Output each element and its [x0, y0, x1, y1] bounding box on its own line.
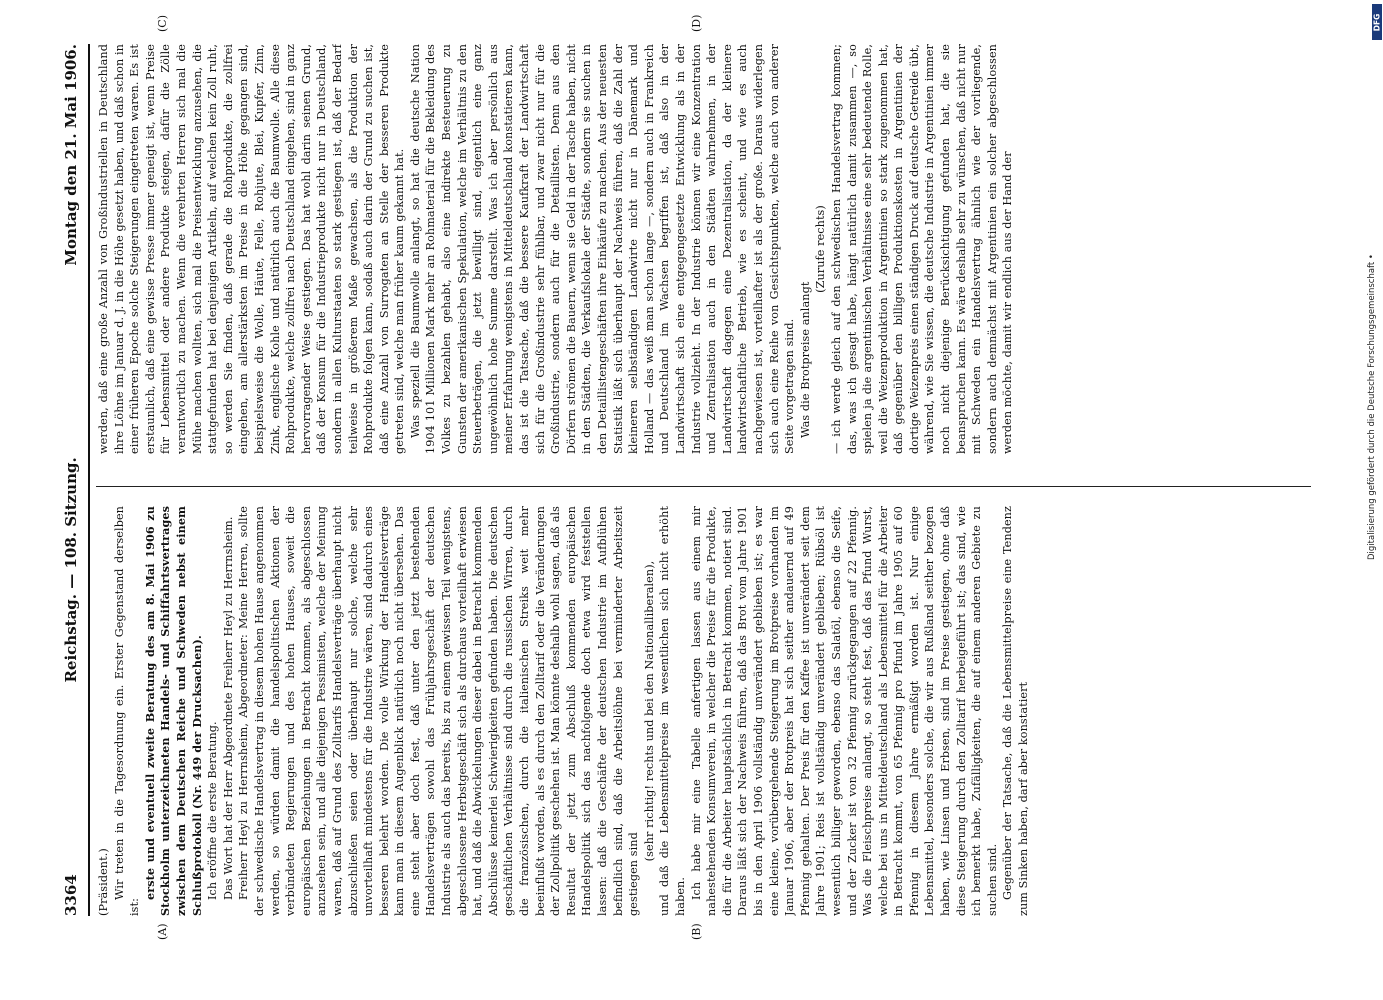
paragraph: Was die Brotpreise anlangt	[798, 281, 812, 438]
paragraph: Das Wort hat der Herr Abgeordnete Freiherr Heyl zu Herrnsheim.	[221, 516, 235, 900]
paragraph: Wir treten in die Tagesordnung ein. Erster Gegenstand derselben ist:	[112, 506, 142, 916]
margin-marker-d: (D)	[690, 14, 703, 32]
digitization-credit	[1367, 0, 1383, 1000]
interjection: (sehr richtig! rechts und bei den Nationalliberalen),	[642, 560, 656, 862]
session-date: Montag den 21. Mai 1906.	[62, 44, 80, 266]
margin-marker-a: (A)	[156, 923, 169, 940]
paragraph: Ich habe mir eine Tabelle anfertigen lassen aus einem mir nahestehenden Konsumverein, in welcher die Preise für die Produkte, die für die Arbeiter hauptsächlich in Betracht kommen, notiert sind. Daraus läßt sich der Nachweis führen, daß das Brot vom Jahre 1901 bis in den April 1906 vollständig unverändert geblieben ist; es war eine kleine, vorübergehende Steigerung im Brotpreise vorhanden im Januar 1906, aber der Brotpreis hat sich seither andauernd auf 49 Pfennig gehalten. Der Preis für den Kaffee ist unverändert seit dem Jahre 1901; Reis ist vollständig unverändert geblieben; Rübsöl ist wesentlich billiger geworden, ebenso das Salatöl, ebenso die Seife, und der Zucker ist von 32 Pfennig zurückgegangen auf 22 Pfennig. Was die Fleischpreise anlangt, so steht fest, daß das Pfund Wurst, welche bei uns in Mitteldeutschland als Lebensmittel für die Arbeiter in Betracht kommt, von 65 Pfennig pro Pfund im Jahre 1905 auf 60 Pfennig in diesem Jahre ermäßigt worden ist. Nur einige Lebensmittel, besonders solche, die wir aus Rußland seither bezogen haben, wie Linsen und Erbsen, sind im Preise gestiegen, ohne daß diese Steigerung durch den Zolltarif herbeigeführt ist; das sind, wie ich bemerkt habe, Zufälligkeiten, die auf einem anderen Gebiete zu suchen sind.	[689, 506, 999, 916]
margin-marker-c: (C)	[156, 15, 169, 32]
paragraph: und daß die Lebensmittelpreise im wesentlichen sich nicht erhöht haben.	[658, 506, 687, 916]
header-rule	[88, 44, 90, 916]
right-column	[96, 44, 1316, 454]
paragraph: Gegenüber der Tatsache, daß die Lebensmittelpreise eine Tendenz zum Sinken haben, darf aber konstatiert	[1001, 506, 1031, 916]
paragraph: werden, daß eine große Anzahl von Großindustriellen in Deutschland ihre Löhne im Januar d. J. in die Höhe gesetzt haben, und daß schon in einer früheren Epoche solche Steigerungen eingetreten waren. Es ist erstaunlich, daß eine gewisse Presse immer geneigt ist, wenn Preise für Lebensmittel oder andere Produkte steigen, dafür die Zölle verantwortlich zu machen. Wenn die verehrten Herren sich mal die Mühe machen wollten, sich mal die Preisentwicklung anzusehen, die stattgefunden hat bei denjenigen Artikeln, auf welchen kein Zoll ruht, so werden Sie finden, daß gerade die Rohprodukte, die zollfrei eingehen, am allerstärksten im Preise in die Höhe gegangen sind, beispielsweise die Wolle, Häute, Felle, Rohjute, Blei, Kupfer, Zinn, Zink, englische Kohle und natürlich auch die Baumwolle. Alle diese Rohprodukte, welche zollfrei nach Deutschland eingehen, sind in ganz hervorragender Weise gestiegen. Das hat wohl darin seinen Grund, daß der Konsum für die Industrieprodukte nicht nur in Deutschland, sondern in allen Kulturstaaten so stark gestiegen ist, daß der Bedarf teilweise in größerem Maße gewachsen, als die Produktion der Rohprodukte folgen kann, sodaß auch darin der Grund zu suchen ist, daß eine Anzahl von Surrogaten an Stelle der besseren Produkte getreten sind, welche man früher kaum gekannt hat.	[97, 44, 407, 454]
left-column	[96, 506, 1316, 916]
speech-paragraph: Freiherr Heyl zu Herrnsheim, Abgeordneter: Meine Herren, sollte der schwedische Handelsvertrag in diesem hohen Hause angenommen werden, so würden damit die handelspolitischen Aktionen der verbündeten Regierungen und des hohen Hauses, soweit die europäischen Beziehungen in Betracht kommen, als abgeschlossen anzusehen sein, und alle diejenigen Pessimisten, welche der Meinung waren, daß auf Grund des Zolltarifs Handelsverträge überhaupt nicht abzuschließen seien oder überhaupt nur solche, welche sehr unvorteilhaft mindestens für die Industrie wären, sind dadurch eines besseren belehrt worden. Die volle Wirkung der Handelsverträge kann man in diesem Augenblick natürlich noch nicht übersehen. Das eine steht aber doch fest, daß unter den jetzt bestehenden Handelsverträgen sowohl das Frühjahrsgeschäft der deutschen Industrie als auch das bereits, bis zu einem gewissen Teil wenigstens, abgeschlossene Herbstgeschäft sich als durchaus vorteilhaft erwiesen hat, und daß die Abwickelungen dieser dabei in Betracht kommenden Abschlüsse keinerlei Schwierigkeiten gefunden haben. Die deutschen geschäftlichen Verhältnisse sind durch die russischen Wirren, durch die französischen, durch die italienischen Streiks weit mehr beeinflußt worden, als es durch den Zolltarif oder die Veränderungen der Zollpolitik geschehen ist. Man könnte deshalb wohl sagen, daß als Resultat der jetzt zum Abschluß kommenden europäischen Handelspolitik sich das nachfolgende doch etwa wird feststellen lassen: daß die Geschäfte der deutschen Industrie im Aufblühen befindlich sind, daß die Arbeitslöhne bei verminderter Arbeitszeit gestiegen sind	[237, 506, 641, 916]
credit-text: Digitalisierung gefördert durch die Deutsche Forschungsgemeinschaft •	[1367, 254, 1377, 560]
session-title: Reichstag. — 108. Sitzung.	[62, 457, 80, 683]
interjection: (Zurufe rechts)	[814, 205, 828, 293]
page-number: 3364	[62, 874, 80, 916]
agenda-item: erste und eventuell zweite Beratung des am 8. Mai 1906 zu Stockholm unterzeichneten Handels- und Schiffahrtsvertrages zwischen dem Deutschen Reiche und Schweden nebst einem Schlußprotokoll (Nr. 449 der Drucksachen).	[142, 506, 204, 916]
margin-marker-b: (B)	[690, 923, 703, 940]
column-divider	[96, 486, 1311, 487]
paragraph: Was speziell die Baumwolle anlangt, so hat die deutsche Nation 1904 101 Millionen Mark mehr an Rohmaterial für die Bekleidung des Volkes zu bezahlen gehabt, also eine indirekte Besteuerung zu Gunsten der amerikanischen Spekulation, welche im Verhältnis zu den Steuerbeträgen, die jetzt bewilligt sind, eigentlich eine ganz ungewöhnlich hohe Summe darstellt. Was ich aber persönlich aus meiner Erfahrung wenigstens in Mitteldeutschland konstatieren kann, das ist die Tatsache, daß die bessere Kaufkraft der Landwirtschaft sich für die Großindustrie sehr fühlbar, und zwar nicht nur für die Großindustrie, sondern auch für die Detaillisten. Denn aus den Dörfern strömen die Bauern, wenn sie Geld in der Tasche haben, nicht in den Städten, die Verkaufslokale der Städte, sondern sie suchen in den Detaillistengeschäften ihre Einkäufe zu machen. Aus der neuesten Statistik läßt sich überhaupt der Nachweis führen, daß die Zahl der kleineren selbständigen Landwirte nicht nur in Dänemark und Holland — das weiß man schon lange —, sondern auch in Frankreich und Deutschland im Wachsen begriffen ist, daß also in der Landwirtschaft sich eine entgegengesetzte Entwicklung als in der Industrie vollzieht. In der Industrie können wir eine Konzentration und Zentralisation auch in den Städten wahrnehmen, in der Landwirtschaft dagegen eine Dezentralisation, da der kleinere landwirtschaftliche Betrieb, wie es scheint, und wie es auch nachgewiesen ist, vorteilhafter ist als der große. Daraus widerlegen sich auch eine Reihe von Gesichtspunkten, welche auch von anderer Seite vorgetragen sind.	[408, 44, 797, 454]
speaker-tag: (Präsident.)	[97, 848, 110, 916]
paragraph: Ich eröffne die erste Beratung.	[206, 721, 220, 900]
dfg-logo-text: DFG	[1372, 13, 1382, 31]
page-header	[58, 44, 84, 916]
paragraph: — ich werde gleich auf den schwedischen Handelsvertrag kommen; das, was ich gesagt habe, hängt natürlich damit zusammen —, so spielen ja die argentinischen Verhältnisse eine sehr bedeutende Rolle, weil die Weizenproduktion in Argentinien so stark zugenommen hat, daß gegenüber den billigen Produktionskosten in Argentinien der dortige Weizenpreis einen ständigen Druck auf deutsche Getreide übt, während, wie Sie wissen, die deutsche Industrie in Argentinien immer noch nicht diejenige Berücksichtigung gefunden hat, die sie beanspruchen kann. Es wäre deshalb sehr zu wünschen, daß nicht nur mit Schweden ein Handelsvertrag ähnlich wie der vorliegende, sondern auch demnächst mit Argentinien ein solcher abgeschlossen werden möchte, damit wir endlich aus der Hand der	[829, 44, 1015, 454]
